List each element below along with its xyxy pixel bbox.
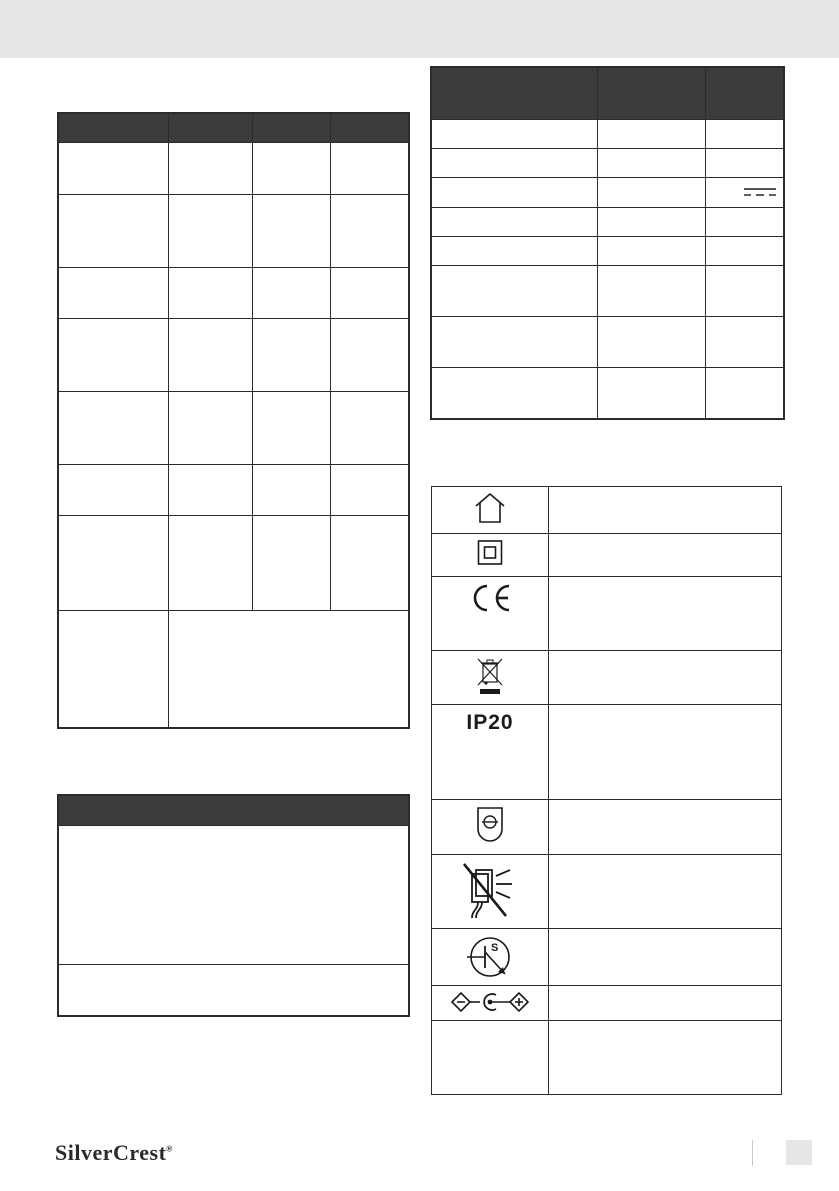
ce-mark-icon xyxy=(468,582,512,614)
table-cell xyxy=(169,143,253,195)
crossed-power-supply-icon xyxy=(460,860,520,922)
table-cell xyxy=(706,208,784,237)
left-spec-table xyxy=(58,113,409,728)
table-row xyxy=(432,534,782,577)
table-row xyxy=(432,266,784,317)
table-cell xyxy=(432,651,549,705)
table-cell xyxy=(432,855,549,929)
table-row xyxy=(432,120,784,149)
page-header-band xyxy=(0,0,839,58)
table-cell xyxy=(432,929,549,986)
table-cell xyxy=(169,195,253,268)
brand-logo: SilverCrest® xyxy=(55,1140,173,1165)
table-cell xyxy=(331,195,409,268)
header-cell xyxy=(432,68,598,120)
table-row xyxy=(59,826,409,965)
header-cell xyxy=(59,796,409,826)
left-small-table xyxy=(58,795,409,1016)
table-cell xyxy=(432,986,549,1021)
table-cell xyxy=(59,611,169,728)
table-row xyxy=(432,651,782,705)
table-row xyxy=(59,268,409,319)
table-cell xyxy=(432,120,598,149)
table-cell xyxy=(169,611,409,728)
table-cell xyxy=(549,534,782,577)
short-circuit-proof-transformer-icon xyxy=(475,805,505,845)
table-row xyxy=(59,465,409,516)
table-cell xyxy=(169,392,253,465)
direct-current-icon xyxy=(743,187,777,197)
table-cell xyxy=(549,986,782,1021)
table-cell xyxy=(432,178,598,208)
table-cell xyxy=(169,319,253,392)
table-cell xyxy=(432,577,549,651)
table-cell xyxy=(432,237,598,266)
table-cell xyxy=(59,465,169,516)
table-cell xyxy=(169,268,253,319)
table-cell xyxy=(253,392,331,465)
table-row xyxy=(432,1021,782,1095)
table-cell xyxy=(432,149,598,178)
table-cell xyxy=(706,266,784,317)
table-cell xyxy=(432,368,598,419)
table-cell xyxy=(549,929,782,986)
table-row xyxy=(59,319,409,392)
table-cell xyxy=(331,392,409,465)
table-cell xyxy=(59,268,169,319)
table-cell xyxy=(432,208,598,237)
polarity-icon xyxy=(450,990,530,1014)
table-cell xyxy=(253,465,331,516)
table-cell xyxy=(331,268,409,319)
header-cell xyxy=(331,114,409,143)
table-cell xyxy=(432,534,549,577)
table-cell xyxy=(331,319,409,392)
table-cell xyxy=(549,651,782,705)
header-cell xyxy=(598,68,706,120)
table-cell xyxy=(432,487,549,534)
table-cell xyxy=(331,516,409,611)
table-cell xyxy=(706,237,784,266)
table-cell xyxy=(59,195,169,268)
table-cell xyxy=(169,465,253,516)
table-cell xyxy=(706,178,784,208)
table-row xyxy=(59,965,409,1016)
table-row xyxy=(432,237,784,266)
table-cell xyxy=(253,516,331,611)
svg-text:S: S xyxy=(491,942,499,954)
table-row xyxy=(432,577,782,651)
table-cell xyxy=(549,1021,782,1095)
switch-mode-power-supply-icon xyxy=(465,934,515,980)
table-cell xyxy=(432,266,598,317)
table-cell xyxy=(598,368,706,419)
table-row xyxy=(432,929,782,986)
table-cell xyxy=(169,516,253,611)
table-row xyxy=(59,143,409,195)
header-cell xyxy=(706,68,784,120)
table-row xyxy=(59,516,409,611)
table-cell xyxy=(598,149,706,178)
table-row xyxy=(432,986,782,1021)
table-cell xyxy=(432,705,549,800)
table-row xyxy=(432,368,784,419)
house-icon xyxy=(472,492,508,524)
table-cell xyxy=(598,120,706,149)
table-header-row xyxy=(59,796,409,826)
table-cell xyxy=(432,317,598,368)
table-cell xyxy=(432,1021,549,1095)
table-row xyxy=(432,487,782,534)
table-row xyxy=(59,611,409,728)
table-cell xyxy=(253,319,331,392)
table-cell xyxy=(598,178,706,208)
table-cell xyxy=(549,487,782,534)
table-row xyxy=(432,149,784,178)
table-cell xyxy=(549,800,782,855)
table-cell xyxy=(59,143,169,195)
table-cell xyxy=(59,319,169,392)
table-row xyxy=(432,800,782,855)
header-cell xyxy=(59,114,169,143)
table-cell xyxy=(253,143,331,195)
double-square-icon xyxy=(477,539,503,567)
header-cell xyxy=(169,114,253,143)
header-cell xyxy=(253,114,331,143)
right-spec-table xyxy=(431,67,784,419)
table-cell xyxy=(598,317,706,368)
table-cell xyxy=(549,705,782,800)
table-row xyxy=(432,317,784,368)
table-header-row xyxy=(432,68,784,120)
table-cell xyxy=(59,516,169,611)
table-row xyxy=(432,705,782,800)
table-row xyxy=(59,195,409,268)
table-cell xyxy=(331,465,409,516)
table-cell xyxy=(253,195,331,268)
table-cell xyxy=(706,317,784,368)
table-cell xyxy=(59,965,409,1016)
footer-divider xyxy=(752,1140,753,1166)
symbols-table xyxy=(431,486,782,1095)
table-cell xyxy=(253,268,331,319)
table-cell xyxy=(598,208,706,237)
ip-rating-label: IP20 xyxy=(466,711,514,734)
table-row xyxy=(432,178,784,208)
table-cell xyxy=(331,143,409,195)
table-row xyxy=(59,392,409,465)
table-cell xyxy=(706,368,784,419)
table-cell xyxy=(706,120,784,149)
crossed-bin-icon xyxy=(474,656,506,696)
table-header-row xyxy=(59,114,409,143)
table-cell xyxy=(549,577,782,651)
table-cell xyxy=(598,237,706,266)
table-cell xyxy=(432,800,549,855)
table-row xyxy=(432,855,782,929)
table-row xyxy=(432,208,784,237)
table-cell xyxy=(59,392,169,465)
table-cell xyxy=(59,826,409,965)
table-cell xyxy=(706,149,784,178)
table-cell xyxy=(598,266,706,317)
table-cell xyxy=(549,855,782,929)
page-number-box xyxy=(786,1140,812,1165)
